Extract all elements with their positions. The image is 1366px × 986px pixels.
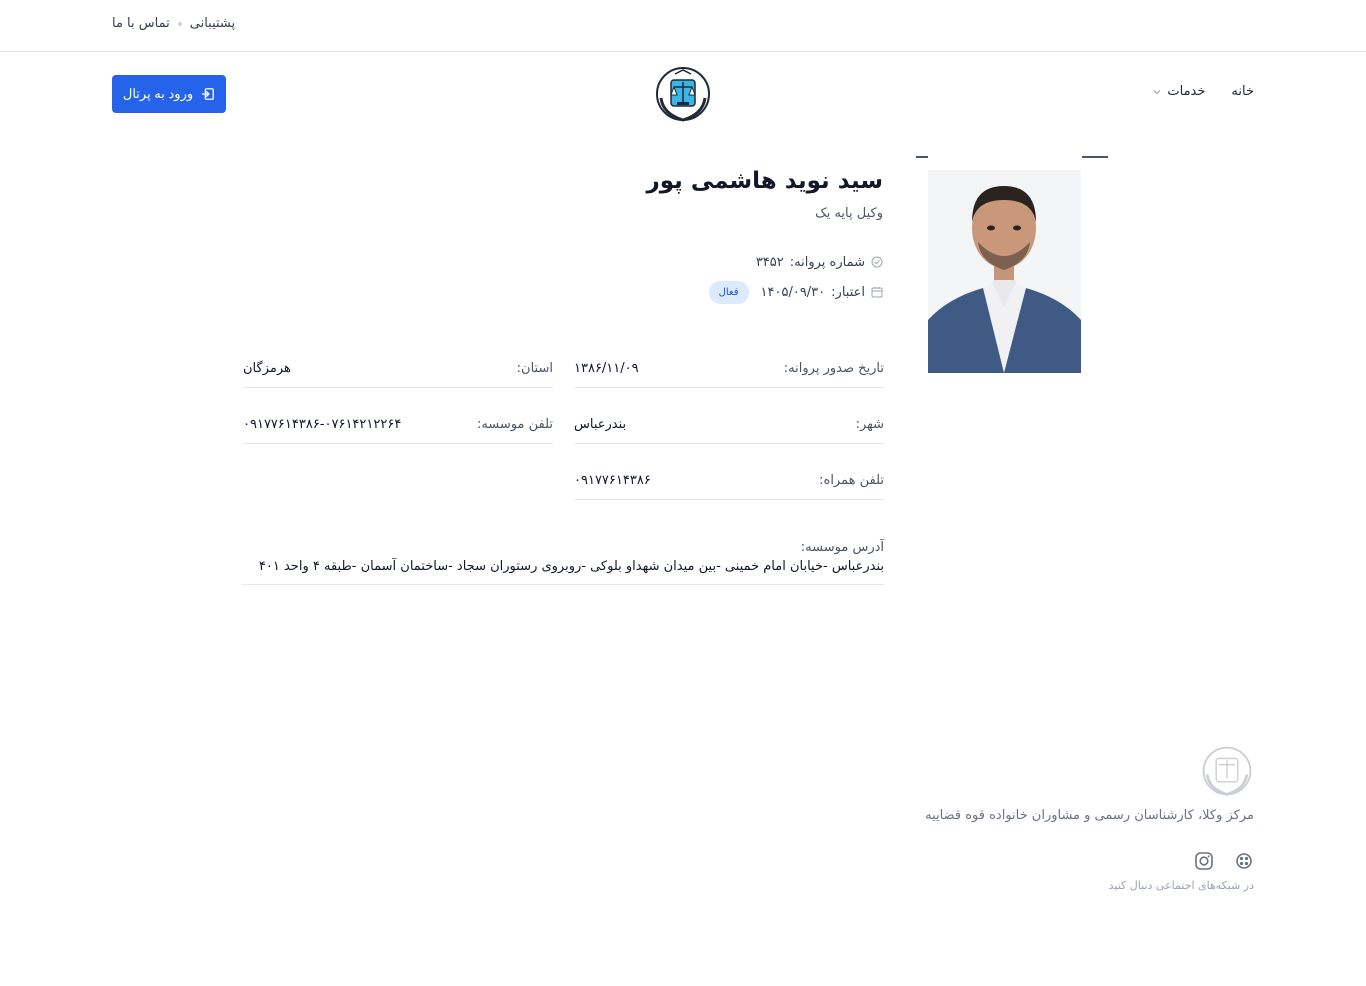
login-icon <box>201 87 215 101</box>
mobile-label: تلفن همراه: <box>819 473 884 488</box>
frame-corner-right <box>1082 156 1108 158</box>
frame-corner-left <box>916 156 928 158</box>
office-phone-value: ۰۹۱۷۷۶۱۴۳۸۶-۰۷۶۱۴۲۱۲۲۶۴ <box>243 417 402 432</box>
nav-services[interactable] <box>1153 84 1205 99</box>
license-number-label: شماره پروانه: <box>789 254 865 270</box>
nav-home[interactable]: خانه <box>1231 84 1254 99</box>
lawyer-photo <box>928 170 1081 373</box>
province-label: استان: <box>516 361 553 376</box>
support-link[interactable]: پشتیبانی <box>189 16 236 31</box>
check-circle-icon <box>871 256 883 268</box>
validity-label: اعتبار: <box>831 284 865 300</box>
address-value: بندرعباس -خیابان امام خمینی -بین میدان شهداو بلوکی -روبروی رستوران سجاد -ساختمان آسمان -طبقه ۴ واحد ۴۰۱ <box>258 559 884 574</box>
judiciary-logo[interactable] <box>653 64 713 124</box>
city-field <box>574 406 884 444</box>
lawyer-name: سید نوید هاشمی پور <box>646 168 883 194</box>
office-phone-label: تلفن موسسه: <box>476 417 553 432</box>
license-number-value: ۳۴۵۲ <box>755 254 784 270</box>
license-meta <box>243 251 883 303</box>
lawyer-photo-frame <box>916 156 1108 374</box>
footer <box>754 744 1254 892</box>
nav-menu <box>1153 84 1254 99</box>
instagram-icon[interactable] <box>1194 851 1214 871</box>
aparat-icon[interactable] <box>1234 851 1254 871</box>
separator-dot <box>178 22 182 26</box>
validity-value: ۱۴۰۵/۰۹/۳۰ <box>760 284 826 300</box>
city-label: شهر: <box>855 417 884 432</box>
issue-date-field <box>574 350 884 388</box>
top-bar <box>0 0 1366 52</box>
address-label: آدرس موسسه: <box>800 540 884 555</box>
main-nav <box>0 52 1366 136</box>
mobile-value: ۰۹۱۷۷۶۱۴۳۸۶ <box>574 473 651 488</box>
issue-date-value: ۱۳۸۶/۱۱/۰۹ <box>574 361 639 376</box>
address-field <box>242 540 884 585</box>
status-badge: فعال <box>709 281 749 304</box>
contact-link[interactable]: تماس با ما <box>112 16 170 31</box>
portal-login-button[interactable] <box>112 75 226 113</box>
details-row <box>242 462 884 518</box>
top-links <box>112 16 235 31</box>
footer-org-name: مرکز وکلا، کارشناسان رسمی و مشاوران خانواده قوه قضاییه <box>925 808 1254 823</box>
lawyer-profile <box>243 168 883 303</box>
calendar-icon <box>871 286 883 298</box>
social-links <box>754 851 1254 871</box>
portal-login-label: ورود به پرتال <box>122 86 194 101</box>
footer-logo <box>1200 744 1254 798</box>
province-value: هرمزگان <box>243 361 291 376</box>
footer-social-note: در شبکه‌های اجتماعی دنبال کنید <box>1108 879 1254 892</box>
lawyer-rank: وکیل پایه یک <box>815 206 883 221</box>
validity-row <box>243 281 883 303</box>
chevron-down-icon <box>1153 88 1161 96</box>
city-value: بندرعباس <box>574 417 627 432</box>
mobile-field <box>574 462 884 500</box>
office-phone-field <box>243 406 553 444</box>
details-row <box>242 406 884 462</box>
nav-services-label: خدمات <box>1167 84 1206 99</box>
lawyer-details <box>242 350 884 585</box>
province-field <box>243 350 553 388</box>
issue-date-label: تاریخ صدور پروانه: <box>783 361 884 376</box>
license-number-row <box>243 251 883 273</box>
details-row <box>242 350 884 406</box>
